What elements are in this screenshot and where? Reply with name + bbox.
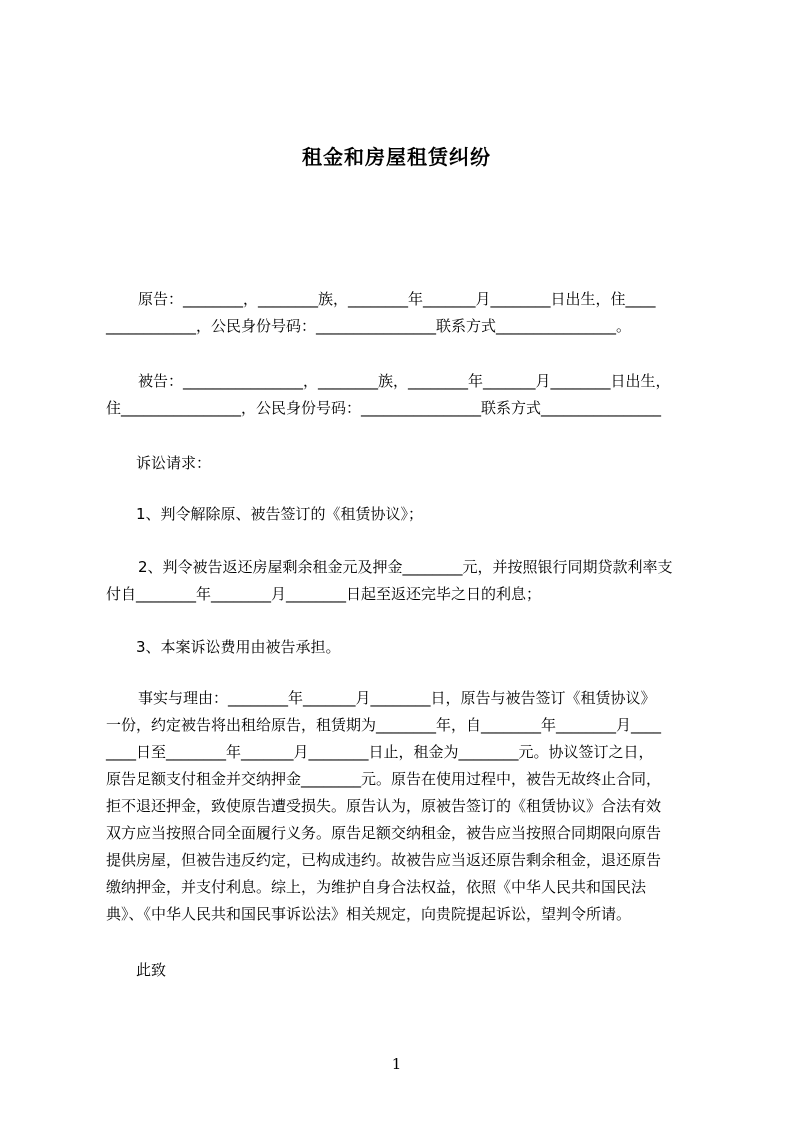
claims-heading-block <box>106 450 706 477</box>
plaintiff-line-1: 原告：________，________族，________年_______月________日出生，住____ <box>138 290 656 308</box>
claim-item-2-block <box>106 554 706 608</box>
facts-line-8: 缴纳押金，并支付利息。综上，为维护自身合法权益，依照《中华人民共和国民法 <box>106 878 647 896</box>
claim-item-2-line-2: 付自________年________月________日起至返还完毕之日的利息； <box>106 585 542 603</box>
facts-line-3: ____日至________年_______月________日止，租金为________元。协议签订之日， <box>106 743 654 761</box>
facts-line-4: 原告足额支付租金并交纳押金________元。原告在使用过程中，被告无故终止合同， <box>106 770 662 788</box>
facts-section <box>106 685 706 928</box>
facts-line-9: 典》、《中华人民共和国民事诉讼法》相关规定，向贵院提起诉讼，望判令所请。 <box>106 905 632 923</box>
defendant-section <box>106 368 706 422</box>
facts-line-5: 拒不退还押金，致使原告遭受损失。原告认为，原被告签订的《租赁协议》合法有效 <box>106 797 662 815</box>
claim-item-1-block <box>106 501 706 528</box>
page-number: 1 <box>391 1055 402 1073</box>
plaintiff-section <box>106 286 706 340</box>
defendant-line-1: 被告：________________，________族，________年_______月________日出生， <box>138 372 671 390</box>
defendant-line-2: 住________________，公民身份号码：________________联系方式________________ <box>106 399 662 417</box>
facts-line-7: 提供房屋，但被告违反约定，已构成违约。故被告应当返还原告剩余租金，退还原告 <box>106 851 662 869</box>
plaintiff-line-2: ____________，公民身份号码：________________联系方式________________。 <box>106 317 632 335</box>
claim-item-2-line-1: 2、判令被告返还房屋剩余租金元及押金________元，并按照银行同期贷款利率支 <box>138 558 673 576</box>
facts-line-2: 一份，约定被告将出租给原告，租赁期为________年，自________年________月____ <box>106 716 662 734</box>
document-title: 租金和房屋租赁纠纷 <box>302 145 491 169</box>
closing-block <box>106 957 706 984</box>
claim-item-3-block <box>106 634 706 661</box>
claim-item-1: 1、判令解除原、被告签订的《租赁协议》； <box>136 505 424 523</box>
facts-line-1: 事实与理由：________年_______月________日，原告与被告签订《租赁协议》 <box>138 689 656 707</box>
claim-item-3: 3、本案诉讼费用由被告承担。 <box>136 638 341 656</box>
facts-line-6: 双方应当按照合同全面履行义务。原告足额交纳租金，被告应当按照合同期限向原告 <box>106 824 662 842</box>
closing-text: 此致 <box>136 961 167 979</box>
claims-heading: 诉讼请求： <box>136 454 212 472</box>
